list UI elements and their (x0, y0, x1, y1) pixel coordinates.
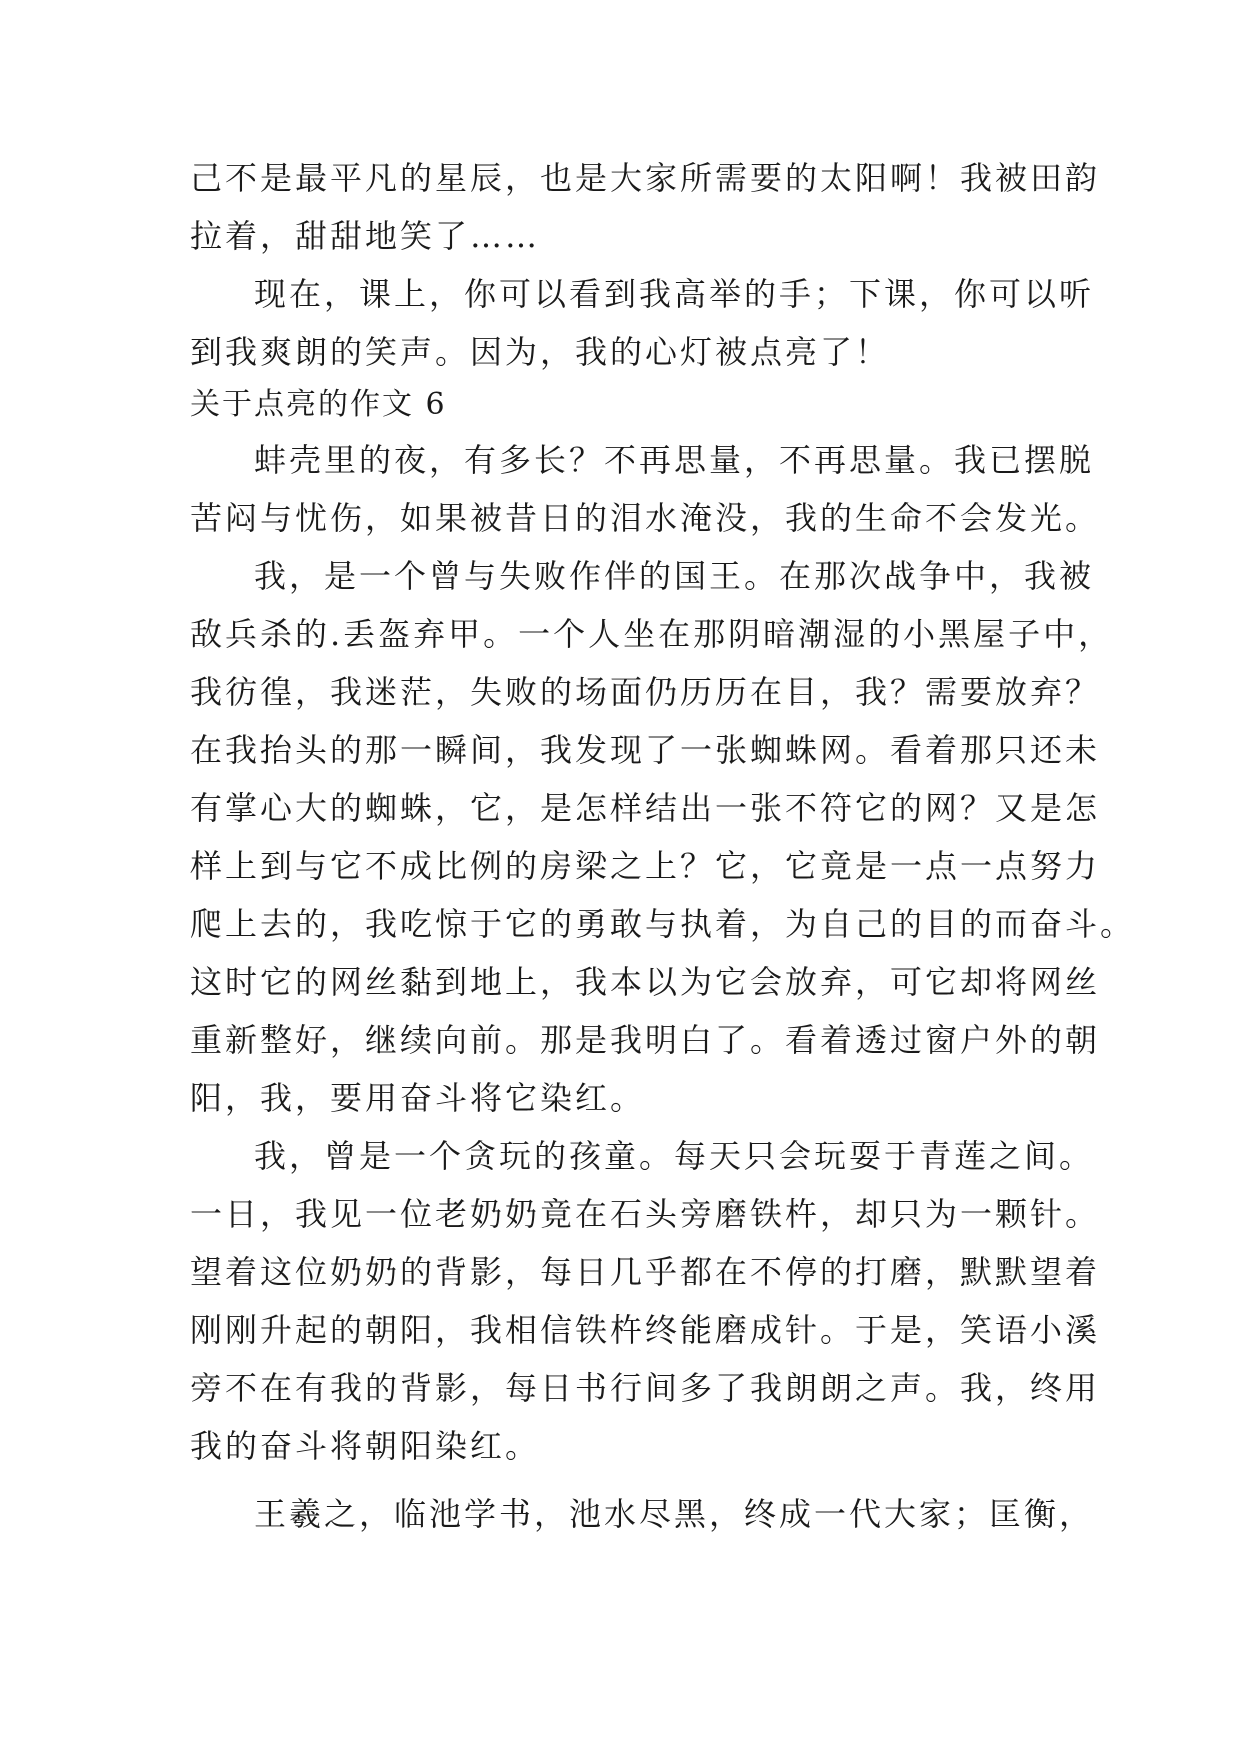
paragraph-line: 重新整好，继续向前。那是我明白了。看着透过窗户外的朝 (190, 1021, 1101, 1059)
paragraph-line: 己不是最平凡的星辰，也是大家所需要的太阳啊！我被田韵 (190, 159, 1101, 197)
paragraph-line: 刚刚升起的朝阳，我相信铁杵终能磨成针。于是，笑语小溪 (190, 1311, 1101, 1349)
paragraph-line: 到我爽朗的笑声。因为，我的心灯被点亮了！ (190, 333, 891, 371)
paragraph-line: 苦闷与忧伤，如果被昔日的泪水淹没，我的生命不会发光。 (190, 499, 1101, 537)
paragraph-line: 望着这位奶奶的背影，每日几乎都在不停的打磨，默默望着 (190, 1253, 1101, 1291)
paragraph-line: 王羲之，临池学书，池水尽黑，终成一代大家；匡衡， (254, 1495, 1095, 1533)
paragraph-line: 我，曾是一个贪玩的孩童。每天只会玩耍于青莲之间。 (254, 1137, 1095, 1175)
paragraph-line: 敌兵杀的.丢盔弃甲。一个人坐在那阴暗潮湿的小黑屋子中， (190, 615, 1114, 653)
paragraph-line: 拉着，甜甜地笑了…… (190, 217, 541, 255)
section-heading: 关于点亮的作文 6 (190, 387, 447, 422)
paragraph-line: 这时它的网丝黏到地上，我本以为它会放弃，可它却将网丝 (190, 963, 1101, 1001)
paragraph-line: 蚌壳里的夜，有多长？不再思量，不再思量。我已摆脱 (254, 441, 1095, 479)
paragraph-line: 在我抬头的那一瞬间，我发现了一张蜘蛛网。看着那只还未 (190, 731, 1101, 769)
paragraph-line: 我的奋斗将朝阳染红。 (190, 1427, 541, 1465)
paragraph-line: 旁不在有我的背影，每日书行间多了我朗朗之声。我，终用 (190, 1369, 1101, 1407)
paragraph-line: 样上到与它不成比例的房梁之上？它，它竟是一点一点努力 (190, 847, 1101, 885)
paragraph-line: 现在，课上，你可以看到我高举的手；下课，你可以听 (254, 275, 1095, 313)
paragraph-line: 爬上去的，我吃惊于它的勇敢与执着，为自己的目的而奋斗。 (190, 905, 1136, 943)
paragraph-line: 阳，我，要用奋斗将它染红。 (190, 1079, 646, 1117)
paragraph-line: 一日，我见一位老奶奶竟在石头旁磨铁杵，却只为一颗针。 (190, 1195, 1101, 1233)
paragraph-line: 我，是一个曾与失败作伴的国王。在那次战争中，我被 (254, 557, 1095, 595)
paragraph-line: 我彷徨，我迷茫，失败的场面仍历历在目，我？需要放弃？ (190, 673, 1101, 711)
paragraph-line: 有掌心大的蜘蛛，它，是怎样结出一张不符它的网？又是怎 (190, 789, 1101, 827)
